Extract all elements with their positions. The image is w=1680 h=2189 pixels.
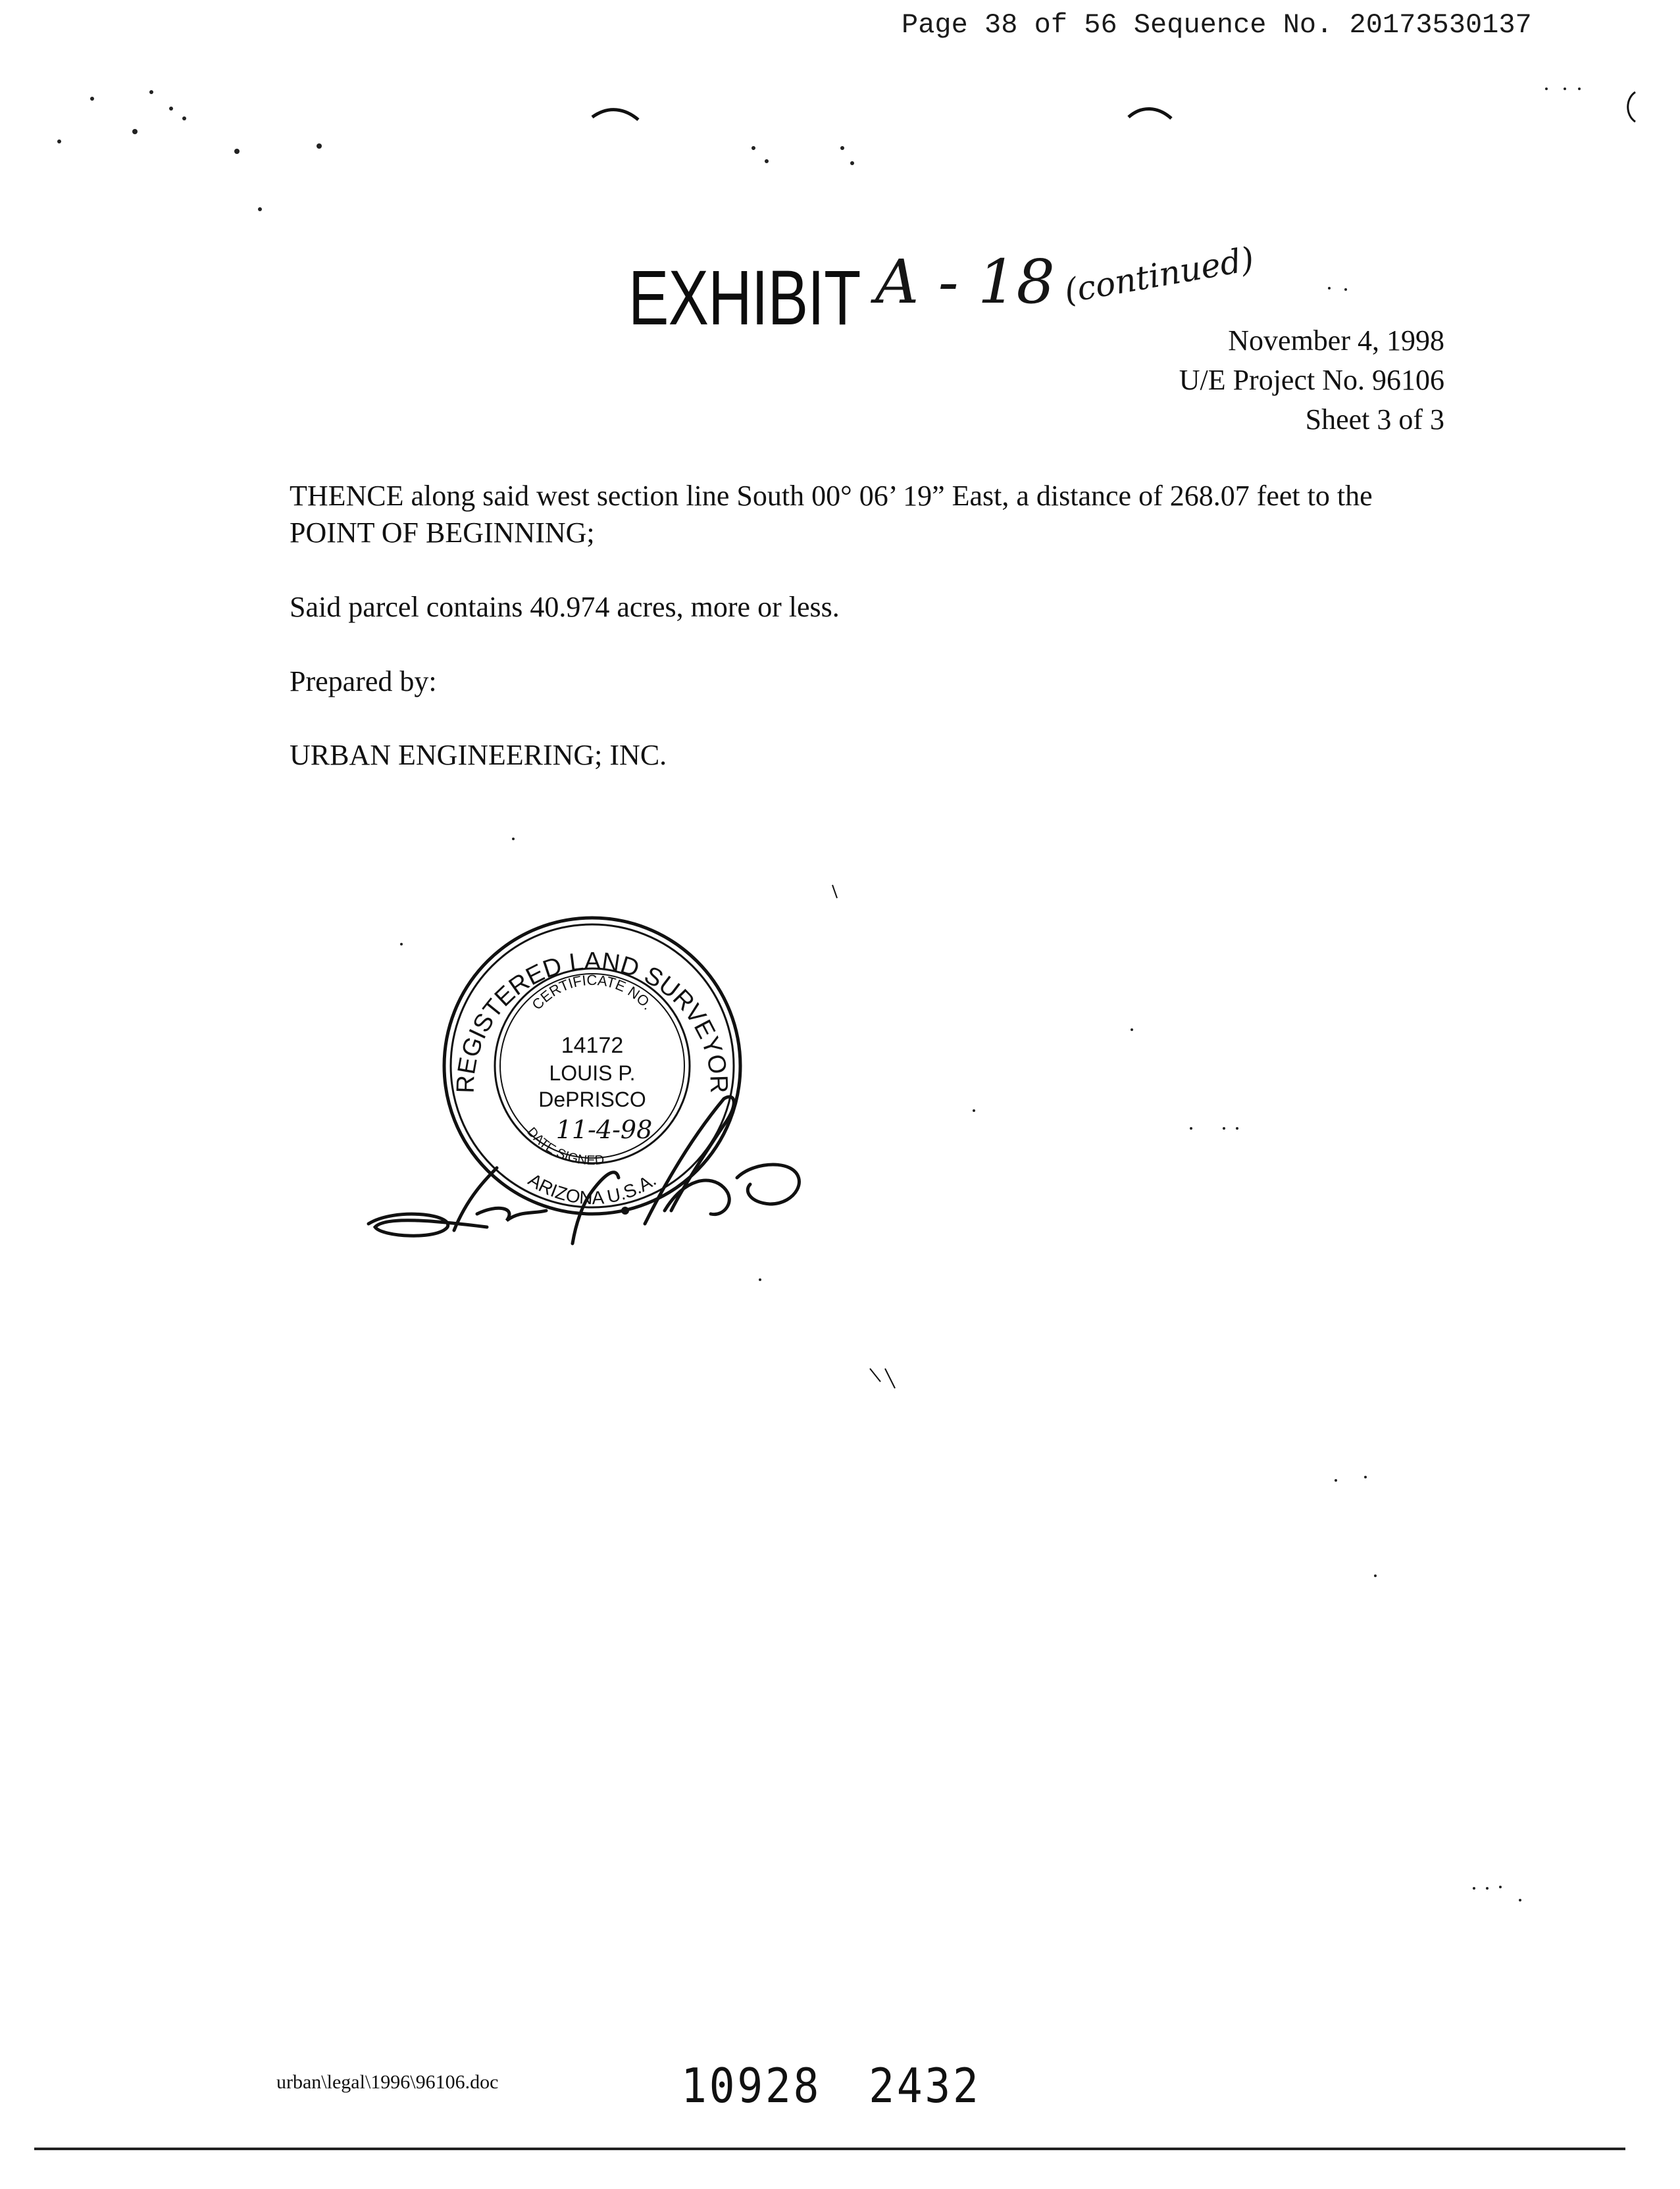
- seal-date-signed: 11-4-98: [555, 1115, 653, 1144]
- seal-certificate-number: 14172: [561, 1033, 624, 1058]
- legal-description-paragraph: THENCE along said west section line South 00° 06’ 19” East, a distance of 268.07 feet to the POINT OF BEGINNING;: [290, 480, 1373, 549]
- company-name: URBAN ENGINEERING; INC.: [290, 739, 667, 771]
- document-header-block: [1179, 321, 1444, 440]
- seal-date-label: DATE SIGNED: [524, 1124, 605, 1169]
- sheet-number: Sheet 3 of 3: [1305, 403, 1444, 436]
- page-sequence-header: Page 38 of 56 Sequence No. 20173530137: [902, 9, 1532, 41]
- recording-number: [681, 2058, 981, 2113]
- recording-book: 10928: [681, 2058, 822, 2113]
- seal-name-line2: DePRISCO: [538, 1088, 646, 1111]
- bottom-rule: [34, 2148, 1625, 2150]
- seal-certificate-label: CERTIFICATE NO.: [528, 971, 657, 1013]
- seal-bottom-text: ARIZONA U.S.A.: [524, 1169, 660, 1209]
- parcel-area-paragraph: Said parcel contains 40.974 acres, more or less.: [290, 591, 840, 623]
- seal-name-line1: LOUIS P.: [549, 1061, 636, 1085]
- recording-page: 2432: [869, 2058, 981, 2113]
- project-number: U/E Project No. 96106: [1179, 364, 1444, 396]
- handwritten-signature: [355, 1079, 829, 1257]
- document-date: November 4, 1998: [1228, 324, 1444, 357]
- exhibit-number: A - 18: [875, 247, 1056, 317]
- prepared-by-label: Prepared by:: [290, 665, 437, 697]
- exhibit-continued-note: (continued): [1061, 239, 1258, 311]
- seal-outer-text: REGISTERED LAND SURVEYOR: [451, 947, 733, 1094]
- exhibit-label: EXHIBIT: [628, 255, 861, 341]
- exhibit-handwritten: [875, 239, 1260, 317]
- file-path: urban\legal\1996\96106.doc: [276, 2071, 499, 2093]
